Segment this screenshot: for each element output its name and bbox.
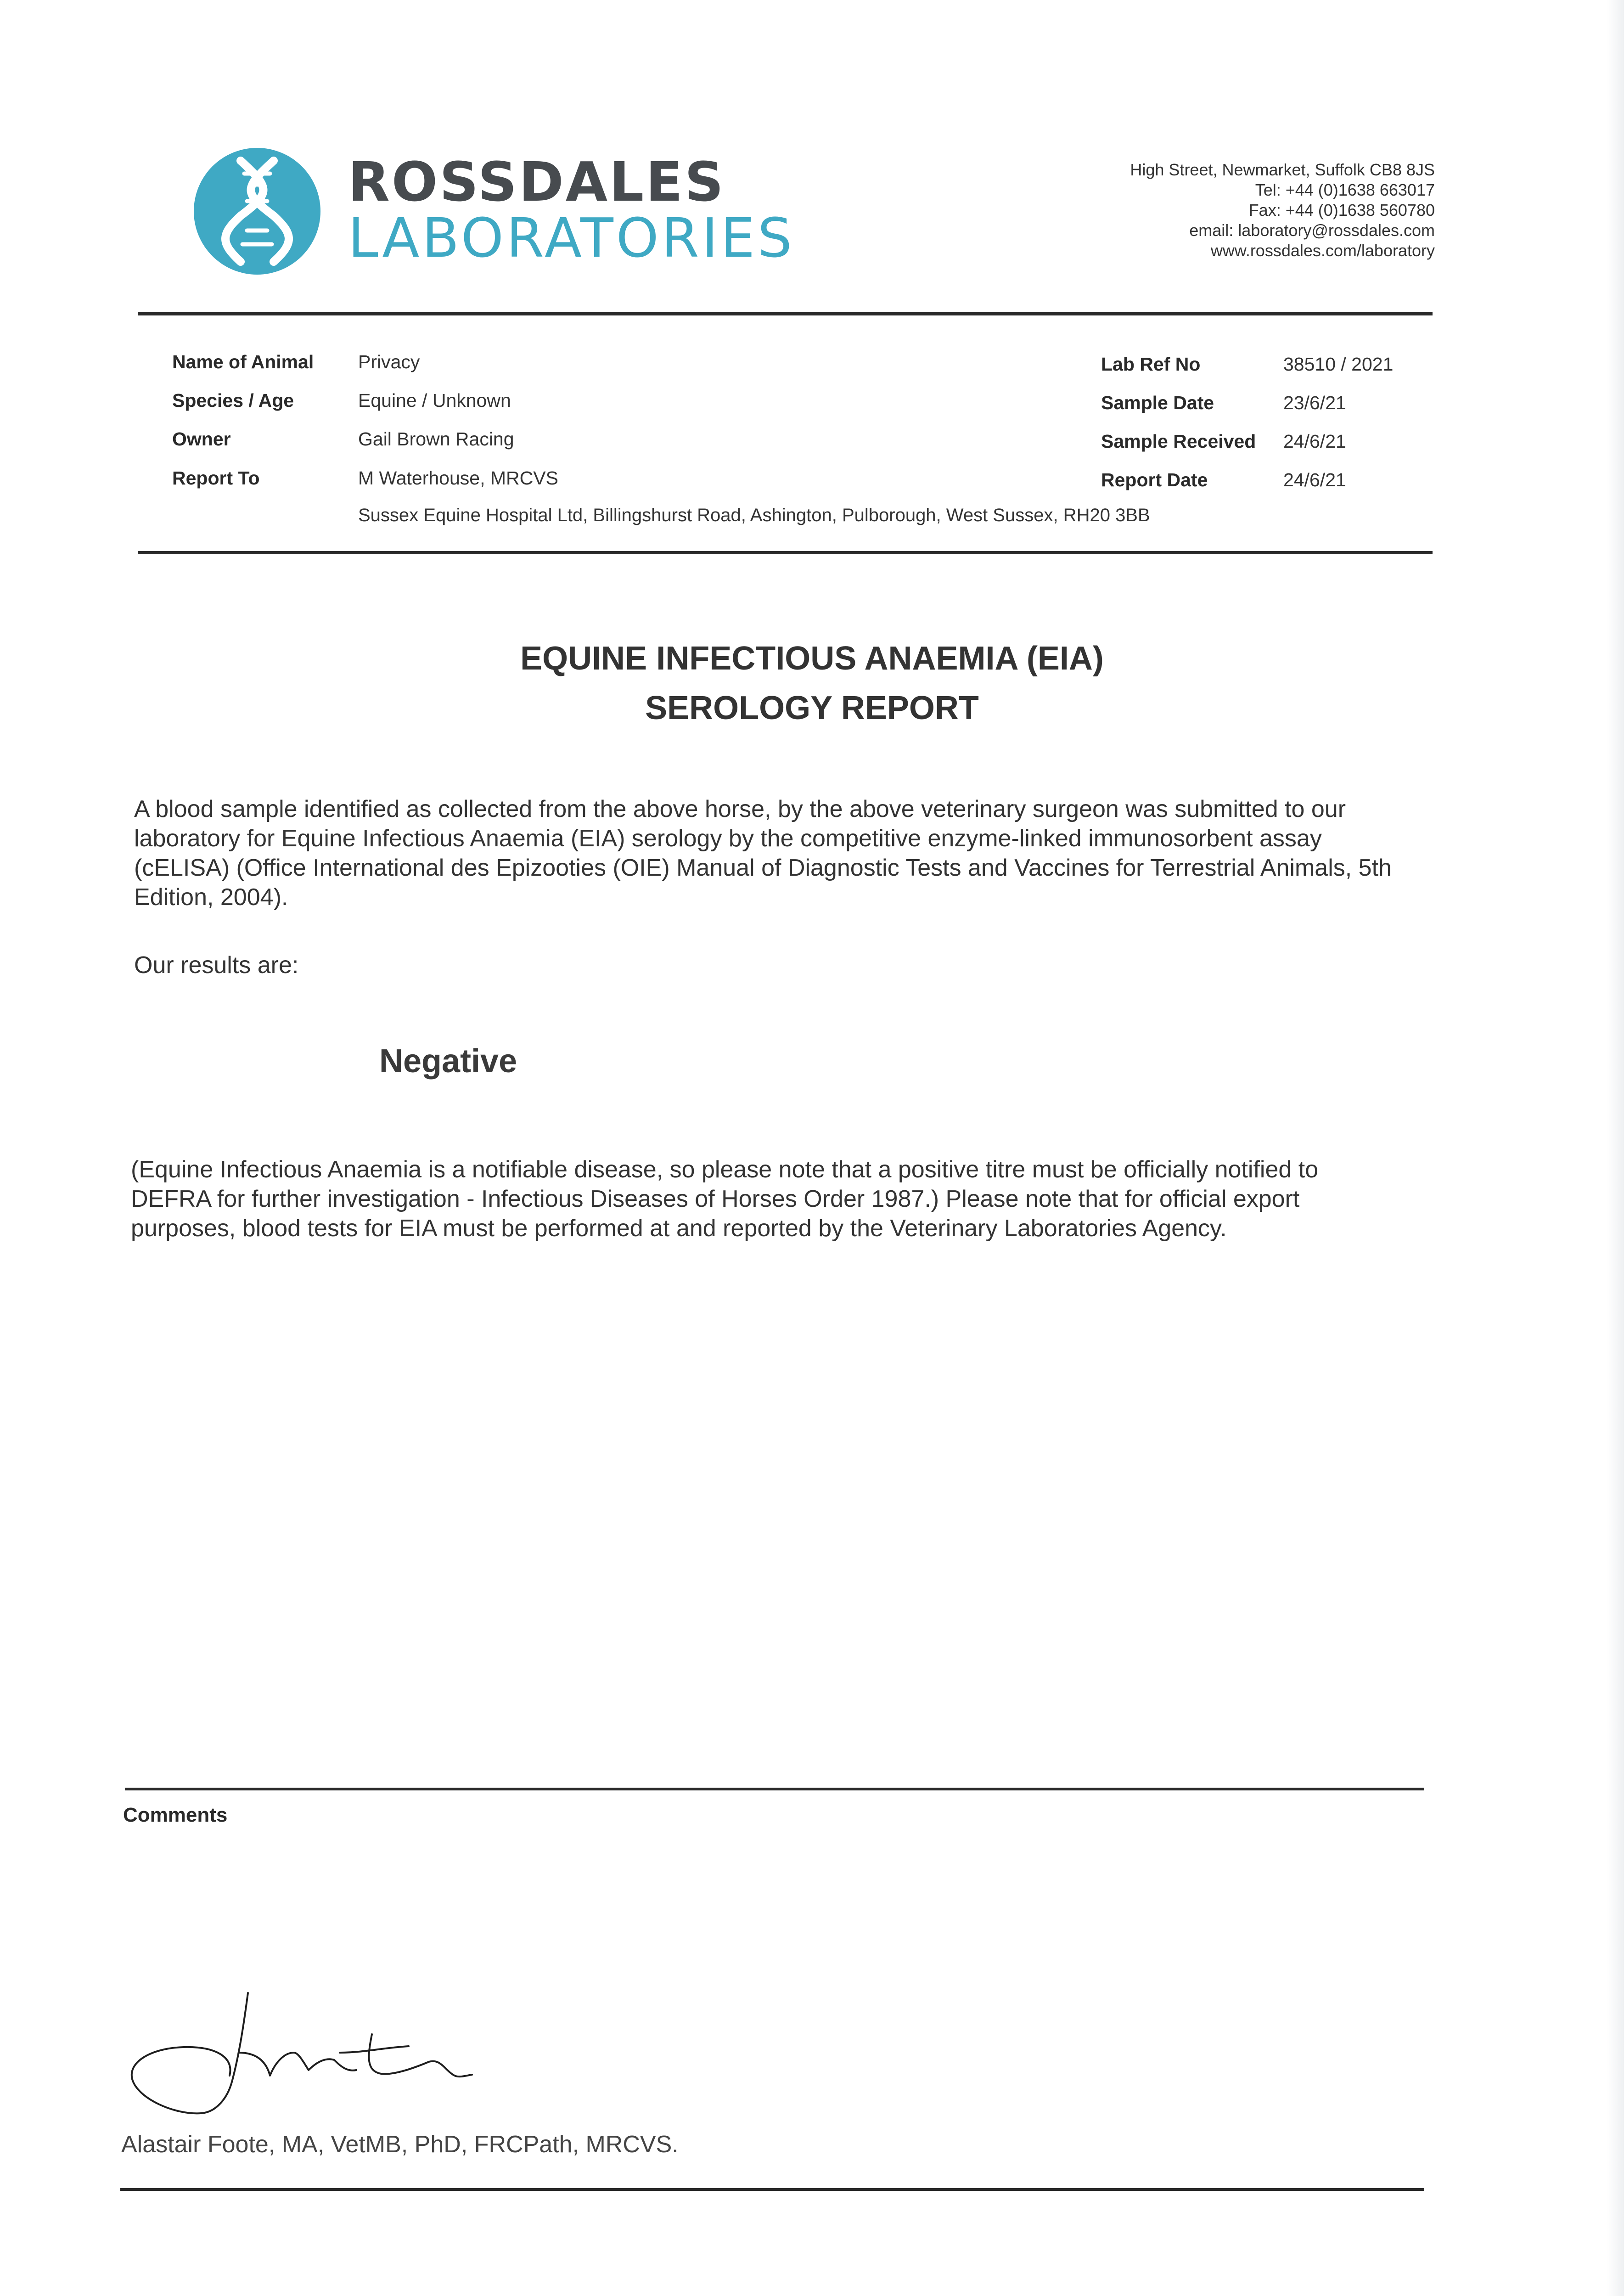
address-tel: Tel: +44 (0)1638 663017 (1255, 180, 1435, 199)
report-title-line1: EQUINE INFECTIOUS ANAEMIA (EIA) (520, 640, 1104, 677)
header-divider (138, 312, 1433, 315)
report-title (0, 634, 1624, 733)
signatory-name: Alastair Foote, MA, VetMB, PhD, FRCPath, MRCVS. (121, 2131, 679, 2158)
species-label: Species / Age (172, 390, 294, 411)
note-line: DEFRA for further investigation - Infectious Diseases of Horses Order 1987.) Please note that for official export (131, 1186, 1300, 1212)
logo-line-rossdales: ROSSDALES (348, 150, 725, 214)
report-date-value: 24/6/21 (1283, 469, 1346, 490)
address-fax: Fax: +44 (0)1638 560780 (1248, 201, 1435, 219)
info-divider (138, 551, 1433, 554)
address-street: High Street, Newmarket, Suffolk CB8 8JS (1130, 160, 1435, 179)
test-result: Negative (379, 1043, 517, 1080)
signature-image (124, 1984, 473, 2122)
owner-label: Owner (172, 428, 231, 450)
name-value: Privacy (358, 351, 420, 372)
scan-edge-shade (1607, 0, 1624, 2296)
sample-date-label: Sample Date (1101, 392, 1214, 413)
comments-divider (125, 1788, 1424, 1790)
report-title-line2: SEROLOGY REPORT (645, 690, 979, 726)
note-line: (Equine Infectious Anaemia is a notifiable disease, so please note that a positive titre must be officially notified to (131, 1156, 1319, 1183)
lab-ref-label: Lab Ref No (1101, 354, 1201, 375)
address-email: email: laboratory@rossdales.com (1189, 221, 1435, 240)
assay-description-line: Edition, 2004). (134, 884, 288, 911)
notifiable-disease-note (131, 1155, 1318, 1243)
assay-description-line: laboratory for Equine Infectious Anaemia (EIA) serology by the competitive enzyme-linked immunosorbent assay (134, 825, 1322, 852)
sample-received-value: 24/6/21 (1283, 431, 1346, 452)
name-label: Name of Animal (172, 351, 314, 372)
report-date-label: Report Date (1101, 469, 1208, 490)
assay-description-line: (cELISA) (Office International des Epizooties (OIE) Manual of Diagnostic Tests and Vaccines for Terrestrial Animals, 5th (134, 855, 1392, 881)
results-intro: Our results are: (134, 952, 299, 979)
assay-description (134, 794, 1392, 912)
logo-line-laboratories: LABORATORIES (348, 206, 795, 270)
lab-ref-value: 38510 / 2021 (1283, 354, 1394, 375)
report-to-value: M Waterhouse, MRCVS (358, 467, 558, 489)
logo-wordmark (348, 150, 795, 270)
assay-description-line: A blood sample identified as collected from the above horse, by the above veterinary surgeon was submitted to our (134, 796, 1346, 822)
lab-address-block (1130, 160, 1435, 261)
owner-value: Gail Brown Racing (358, 428, 514, 450)
sample-received-label: Sample Received (1101, 431, 1256, 452)
report-to-label: Report To (172, 467, 260, 489)
address-web: www.rossdales.com/laboratory (1210, 241, 1435, 260)
footer-divider (120, 2188, 1424, 2191)
comments-label: Comments (123, 1804, 228, 1826)
species-value: Equine / Unknown (358, 390, 511, 411)
report-to-address: Sussex Equine Hospital Ltd, Billingshurst Road, Ashington, Pulborough, West Sussex, RH20 3BB (358, 505, 1150, 525)
dna-helix-icon (193, 147, 321, 276)
note-line: purposes, blood tests for EIA must be performed at and reported by the Veterinary Laboratories Agency. (131, 1215, 1227, 1242)
sample-date-value: 23/6/21 (1283, 392, 1346, 413)
